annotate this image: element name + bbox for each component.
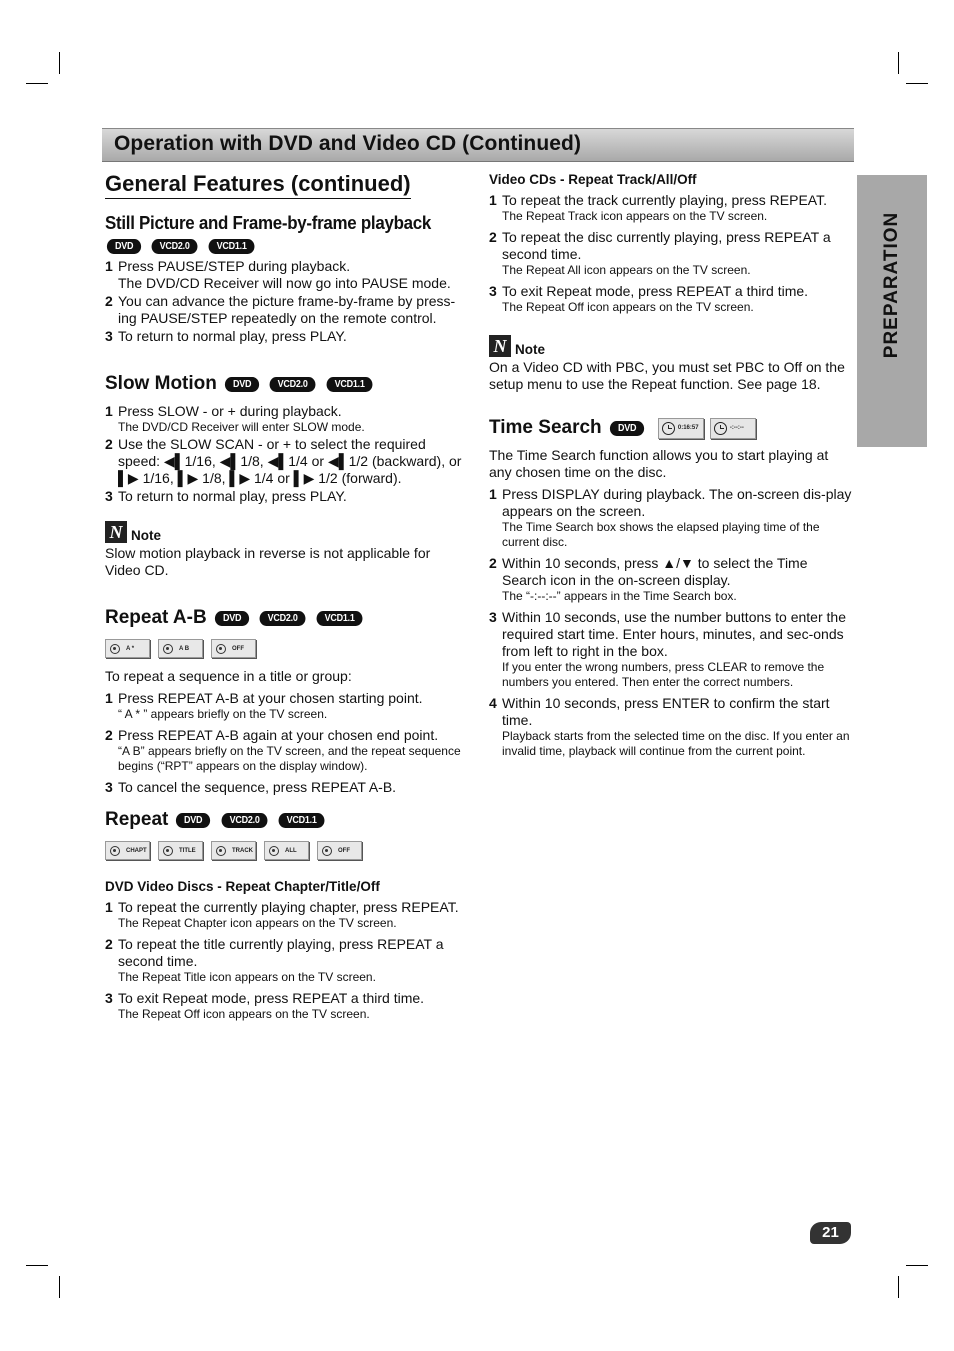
- repeat-track-icon: TRACK: [211, 841, 256, 860]
- badge-vcd11: VCD1.1: [317, 611, 363, 626]
- list-item: 3 To exit Repeat mode, press REPEAT a third time. The Repeat Off icon appears on the TV screen.: [105, 990, 425, 1021]
- clock-icon: [662, 422, 675, 435]
- crop-mark: [59, 52, 60, 74]
- repeat-title-icon: TITLE: [158, 841, 203, 860]
- list-item: 1 Press SLOW - or + during playback. The DVD/CD Receiver will enter SLOW mode.: [105, 403, 365, 434]
- list-item: 2 To repeat the title currently playing, press REPEAT a second time. The Repeat Title icon appears on the TV screen.: [105, 936, 444, 984]
- list-item: 1 Press REPEAT A-B at your chosen starting point. “ A * ” appears briefly on the TV screen.: [105, 690, 423, 721]
- page-title: Operation with DVD and Video CD (Continued): [114, 132, 582, 155]
- badge-vcd11: VCD1.1: [278, 813, 324, 828]
- time-search-intro: The Time Search function allows you to start playing at any chosen time on the disc.: [489, 447, 829, 480]
- left-column: [105, 168, 467, 1022]
- repeat-ab-intro: To repeat a sequence in a title or group:: [105, 668, 352, 684]
- note-text: Slow motion playback in reverse is not applicable for Video CD.: [105, 545, 431, 578]
- crop-mark: [906, 83, 928, 84]
- crop-mark: [906, 1265, 928, 1266]
- repeat-ab-icon: A B: [158, 639, 203, 658]
- crop-mark: [59, 1276, 60, 1298]
- header-bar: [102, 128, 854, 162]
- time-search-steps: [489, 486, 852, 759]
- page-number: 21: [810, 1222, 851, 1244]
- list-item: 2 Press REPEAT A-B again at your chosen end point. “A B” appears briefly on the TV screen, and the repeat sequence begins (“RPT” appears on the display window).: [105, 727, 461, 773]
- list-item: 2 You can advance the picture frame-by-frame by press-ing PAUSE/STEP repeatedly on the remote control.: [105, 293, 456, 326]
- repeat-ab-steps: [105, 690, 467, 796]
- still-steps: [105, 258, 467, 345]
- list-item: 2 Use the SLOW SCAN - or + to select the required speed: ◀▌1/16, ◀▌1/8, ◀▌1/4 or ◀▌1/2 (backward), or ▌▶ 1/16, ▌▶ 1/8, ▌▶ 1/4 or ▌▶ 1/2 (forward).: [105, 436, 462, 486]
- clock-icon: [714, 422, 727, 435]
- slow-motion-title: Slow Motion DVD VCD2.0 VCD1.1: [105, 373, 467, 395]
- repeat-chapter-icon: CHAPT: [105, 841, 150, 860]
- repeat-icons: [105, 841, 467, 860]
- note-text: On a Video CD with PBC, you must set PBC to Off on the setup menu to use the Repeat function. See page 18.: [489, 359, 845, 392]
- time-search-elapsed-icon: 0:16:57: [658, 418, 704, 439]
- badge-vcd20: VCD2.0: [152, 239, 198, 254]
- repeat-a-icon: A *: [105, 639, 150, 658]
- still-badges: [105, 239, 258, 254]
- repeat-off-icon: OFF: [317, 841, 362, 860]
- repeat-badges: [174, 813, 327, 828]
- badge-dvd: DVD: [610, 421, 644, 436]
- list-item: 4 Within 10 seconds, press ENTER to confirm the start time. Playback starts from the selected time on the disc. If you enter an invalid time, playback will continue from the current point.: [489, 695, 850, 758]
- note-header: N Note: [489, 335, 852, 357]
- list-item: 1 To repeat the currently playing chapter, press REPEAT. The Repeat Chapter icon appears on the TV screen.: [105, 899, 459, 930]
- time-search-title: Time Search DVD 0:16:57 -:--:--: [489, 417, 852, 439]
- badge-dvd: DVD: [225, 377, 259, 392]
- list-item: 1 Press PAUSE/STEP during playback. The DVD/CD Receiver will now go into PAUSE mode.: [105, 258, 451, 291]
- repeat-off-icon: OFF: [211, 639, 256, 658]
- repeat-ab-icons: [105, 639, 467, 658]
- crop-mark: [898, 52, 899, 74]
- list-item: 2 Within 10 seconds, press ▲/▼ to select the Time Search icon in the on-screen display. The “-:--:--” appears in the Time Search box.: [489, 555, 808, 603]
- repeat-ab-title: Repeat A-B DVD VCD2.0 VCD1.1: [105, 607, 467, 629]
- badge-dvd: DVD: [107, 239, 141, 254]
- list-item: 1 Press DISPLAY during playback. The on-screen dis-play appears on the screen. The Time Search box shows the elapsed playing time of the current disc.: [489, 486, 852, 549]
- slow-steps: [105, 403, 467, 505]
- section-tab: [857, 175, 927, 447]
- crop-mark: [898, 1276, 899, 1298]
- dvd-repeat-subtitle: DVD Video Discs - Repeat Chapter/Title/Off: [105, 879, 380, 894]
- badge-vcd11: VCD1.1: [327, 377, 373, 392]
- list-item: 3 To return to normal play, press PLAY.: [105, 488, 347, 504]
- section-main-title: General Features (continued): [105, 171, 411, 199]
- list-item: 3 To cancel the sequence, press REPEAT A-B.: [105, 779, 397, 795]
- note-header: N Note: [105, 521, 467, 543]
- dvd-repeat-steps: [105, 899, 467, 1022]
- note-icon: N: [489, 335, 511, 357]
- right-column: [489, 172, 852, 759]
- list-item: 3 To return to normal play, press PLAY.: [105, 328, 347, 344]
- crop-mark: [26, 1265, 48, 1266]
- badge-vcd11: VCD1.1: [209, 239, 255, 254]
- badge-dvd: DVD: [215, 611, 249, 626]
- badge-vcd20: VCD2.0: [221, 813, 267, 828]
- list-item: 2 To repeat the disc currently playing, press REPEAT a second time. The Repeat All icon appears on the TV screen.: [489, 229, 831, 277]
- list-item: 1 To repeat the track currently playing, press REPEAT. The Repeat Track icon appears on the TV screen.: [489, 192, 827, 223]
- list-item: 3 Within 10 seconds, use the number buttons to enter the required start time. Enter hours, minutes, and sec-onds from left to right in the box. If you enter the wrong numbers, press CLEAR to remove the numbers you entered. Then enter the correct numbers.: [489, 609, 846, 689]
- still-title: Still Picture and Frame-by-frame playback: [105, 213, 432, 233]
- vcd-repeat-subtitle: Video CDs - Repeat Track/All/Off: [489, 172, 697, 187]
- section-tab-label: PREPARATION: [881, 211, 902, 359]
- repeat-ab-badges: [213, 611, 366, 626]
- vcd-repeat-steps: [489, 192, 852, 315]
- slow-badges: [223, 377, 376, 392]
- repeat-title: Repeat DVD VCD2.0 VCD1.1: [105, 809, 467, 831]
- repeat-all-icon: ALL: [264, 841, 309, 860]
- list-item: 3 To exit Repeat mode, press REPEAT a third time. The Repeat Off icon appears on the TV screen.: [489, 283, 809, 314]
- badge-vcd20: VCD2.0: [270, 377, 316, 392]
- time-search-blank-icon: -:--:--: [710, 418, 756, 439]
- badge-vcd20: VCD2.0: [259, 611, 305, 626]
- note-icon: N: [105, 521, 127, 543]
- badge-dvd: DVD: [176, 813, 210, 828]
- crop-mark: [26, 83, 48, 84]
